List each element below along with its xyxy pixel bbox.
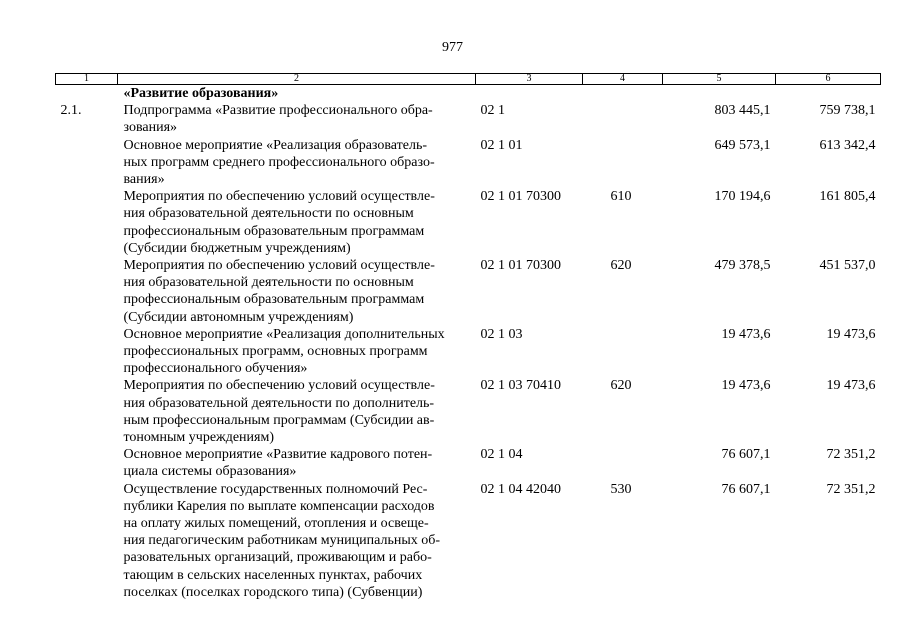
amount-col6: 451 537,0 [819, 258, 876, 274]
amount-col5: 76 607,1 [721, 481, 771, 497]
amount-col6: 72 351,2 [826, 481, 876, 497]
item-name [118, 188, 476, 257]
item-name [118, 377, 476, 446]
column-header-4: 4 [583, 74, 663, 85]
amount-col5: 170 194,6 [714, 189, 771, 205]
item-name-text: Мероприятия по обеспечению условий осуществле- ния образовательной деятельности по дополнитель- ным профессиональным программам (Субсидии ав- тономным учреждениям) [123, 378, 435, 446]
page-number: 977 [442, 40, 463, 55]
table-row [56, 137, 881, 189]
table-body [56, 85, 881, 602]
item-name-text: Подпрограмма «Развитие профессионального обра- зования» [123, 103, 433, 136]
amount-col6: 72 351,2 [826, 447, 876, 463]
amount-col6: 161 805,4 [819, 189, 876, 205]
table-row [56, 188, 881, 257]
column-header-1: 1 [56, 74, 118, 85]
column-header-5: 5 [663, 74, 776, 85]
table-row [56, 481, 881, 601]
column-header-2: 2 [118, 74, 476, 85]
target-article-code [476, 85, 583, 103]
item-name [118, 102, 476, 136]
item-name-text: Основное мероприятие «Реализация дополнительных профессиональных программ, основных программ профессионального обучения» [123, 326, 445, 377]
amount-col6: 19 473,6 [826, 378, 876, 394]
table-header [56, 74, 881, 85]
item-name-text: Мероприятия по обеспечению условий осуществле- ния образовательной деятельности по основным профессиональным образовательным программам (Субсидии автономным учреждениям) [123, 258, 435, 325]
item-name [118, 137, 476, 189]
item-name [118, 326, 476, 378]
table-row [56, 446, 881, 480]
table-row [56, 102, 881, 136]
expense-type: 530 [610, 481, 632, 497]
item-name-text: Осуществление государственных полномочий Рес- публики Карелия по выплате компенсации расходов на оплату жилых помещений, отопления и освеще- ния педагогическим работникам муниципальных об- разовательных организаций, проживающим и рабо- тающим в сельских населенных пунктах, рабочих поселках (поселках городского типа) (Субвенции) [123, 481, 441, 600]
item-name [118, 446, 476, 480]
amount-col6 [776, 85, 881, 103]
amount-col5: 19 473,6 [721, 378, 771, 394]
row-number [56, 188, 118, 257]
amount-col5: 479 378,5 [714, 258, 771, 274]
row-number [56, 326, 118, 378]
section-title: «Развитие образования» [123, 86, 279, 101]
expense-type [583, 446, 663, 480]
item-name [118, 257, 476, 326]
column-header-3: 3 [476, 74, 583, 85]
row-number [56, 377, 118, 446]
target-article-code: 02 1 01 70300 [480, 258, 561, 274]
target-article-code: 02 1 01 70300 [480, 189, 561, 205]
target-article-code: 02 1 03 70410 [480, 378, 561, 394]
target-article-code: 02 1 04 [480, 447, 523, 463]
amount-col5: 19 473,6 [721, 326, 771, 342]
item-name [118, 85, 476, 103]
row-number [56, 446, 118, 480]
item-name-text: Основное мероприятие «Реализация образователь- ных программ среднего профессионального образо- вания» [123, 137, 435, 188]
expense-type [583, 85, 663, 103]
row-number [56, 257, 118, 326]
amount-col5: 649 573,1 [714, 137, 771, 153]
target-article-code: 02 1 03 [480, 326, 523, 342]
amount-col5: 803 445,1 [714, 103, 771, 119]
table-row [56, 257, 881, 326]
amount-col6: 613 342,4 [819, 137, 876, 153]
table-row [56, 326, 881, 378]
expense-type: 620 [610, 378, 632, 394]
expense-type [583, 102, 663, 136]
expense-type [583, 326, 663, 378]
row-number [56, 137, 118, 189]
expense-type [583, 137, 663, 189]
table-row [56, 85, 881, 103]
row-number: 2.1. [60, 103, 82, 119]
target-article-code: 02 1 [480, 103, 505, 119]
amount-col6: 759 738,1 [819, 103, 876, 119]
item-name-text: Мероприятия по обеспечению условий осуществле- ния образовательной деятельности по основным профессиональным образовательным программам (Субсидии бюджетным учреждениям) [123, 189, 435, 256]
amount-col5: 76 607,1 [721, 447, 771, 463]
item-name-text: Основное мероприятие «Развитие кадрового потен- циала системы образования» [123, 447, 433, 480]
amount-col5 [663, 85, 776, 103]
row-number [56, 85, 118, 103]
header-row [56, 74, 881, 85]
budget-table [55, 73, 881, 601]
column-header-6: 6 [776, 74, 881, 85]
target-article-code: 02 1 04 42040 [480, 481, 561, 497]
expense-type: 610 [610, 189, 632, 205]
table-row [56, 377, 881, 446]
item-name [118, 481, 476, 601]
row-number [56, 481, 118, 601]
target-article-code: 02 1 01 [480, 137, 523, 153]
amount-col6: 19 473,6 [826, 326, 876, 342]
expense-type: 620 [610, 258, 632, 274]
